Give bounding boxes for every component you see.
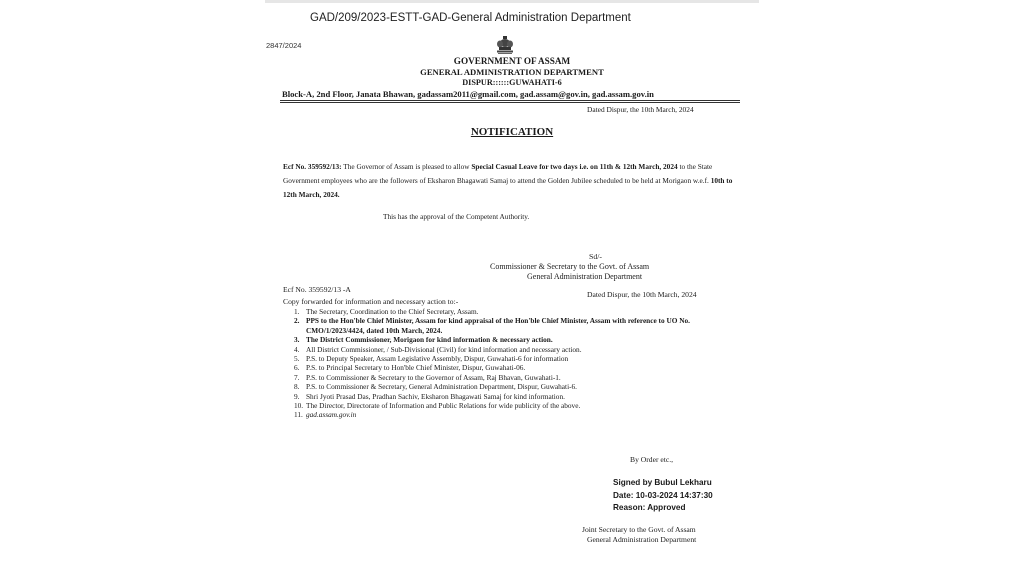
list-item: 10. The Director, Directorate of Information and Public Relations for wide publicity of the above.	[294, 401, 581, 411]
signatory-department: General Administration Department	[527, 272, 643, 281]
list-item: 8. P.S. to Commissioner & Secretary, General Administration Department, Dispur, Guwahati-6.	[294, 382, 577, 392]
signature-reason: Reason: Approved	[613, 503, 686, 512]
list-item: 9. Shri Jyoti Prasad Das, Pradhan Sachiv, Eksharon Bhagawati Samaj for kind information.	[294, 391, 565, 401]
event-dates: 10th to 12th March, 2024.	[283, 176, 733, 199]
list-item: 3. The District Commissioner, Morigaon for kind information & necessary action.	[294, 335, 553, 345]
body-text-2: to the State Government employees who are the followers of Eksharon Bhagawati Samaj to attend the Golden Jubilee scheduled to be held at Morigaon w.e.f.	[283, 162, 713, 185]
signatory-designation: Commissioner & Secretary to the Govt. of Assam	[490, 262, 650, 271]
copy-forwarded-line: Copy forwarded for information and necessary action to:-	[283, 297, 459, 306]
approval-line: This has the approval of the Competent Authority.	[383, 212, 530, 221]
list-item: 5. P.S. to Deputy Speaker, Assam Legislative Assembly, Dispur, Guwahati-6 for information	[294, 354, 569, 364]
signature-date: Date: 10-03-2024 14:37:30	[613, 490, 713, 500]
copy-ref: Ecf No. 359592/13 -A	[283, 285, 351, 294]
file-reference: GAD/209/2023-ESTT-GAD-General Administration Department	[310, 12, 631, 24]
digital-signature	[613, 477, 713, 515]
page-top-edge	[265, 0, 759, 3]
copy-list	[283, 307, 733, 420]
signed-by: Signed by Bubul Lekharu	[613, 478, 712, 487]
by-order: By Order etc.,	[630, 455, 674, 464]
gov-title: GOVERNMENT OF ASSAM	[453, 56, 571, 66]
notification-body	[283, 160, 737, 202]
notification-ref: Ecf No. 359592/13:	[283, 162, 342, 171]
department-location: DISPUR::::::GUWAHATI-6	[462, 78, 562, 87]
header-divider-2	[280, 102, 740, 103]
notification-title: NOTIFICATION	[470, 126, 554, 138]
list-item: 1. The Secretary, Coordination to the Chief Secretary, Assam.	[294, 307, 479, 316]
leave-details: Special Casual Leave for two days i.e. on 11th & 12th March, 2024	[471, 162, 678, 171]
state-emblem-icon	[494, 35, 516, 55]
joint-secretary-department: General Administration Department	[587, 535, 697, 544]
list-item: 11. gad.assam.gov.in	[294, 410, 357, 420]
sd-mark: Sd/-	[589, 252, 602, 261]
list-item: 6. P.S. to Principal Secretary to Hon'ble Chief Minister, Dispur, Guwahati-06.	[294, 363, 526, 373]
department-title: GENERAL ADMINISTRATION DEPARTMENT	[420, 67, 604, 77]
joint-secretary-designation: Joint Secretary to the Govt. of Assam	[582, 525, 696, 534]
list-item: 4. All District Commissioner, / Sub-Divisional (Civil) for kind information and necessary action.	[294, 344, 582, 354]
side-number: 2847/2024	[266, 41, 302, 50]
list-item: 2. PPS to the Hon'ble Chief Minister, Assam for kind appraisal of the Hon'ble Chief Minister, Assam with reference to UO No. CMO/1/2023/4424, dated 10th March, 2024.	[294, 316, 690, 335]
body-text-1: The Governor of Assam is pleased to allow	[341, 162, 472, 171]
dated-line: Dated Dispur, the 10th March, 2024	[587, 105, 694, 114]
copy-dated: Dated Dispur, the 10th March, 2024	[587, 290, 697, 299]
department-address: Block-A, 2nd Floor, Janata Bhawan, gadassam2011@gmail.com, gad.assam@gov.in, gad.assam.gov.in	[282, 89, 654, 99]
list-item: 7. P.S. to Commissioner & Secretary to the Governor of Assam, Raj Bhavan, Guwahati-1.	[294, 372, 561, 382]
header-divider	[280, 100, 740, 101]
